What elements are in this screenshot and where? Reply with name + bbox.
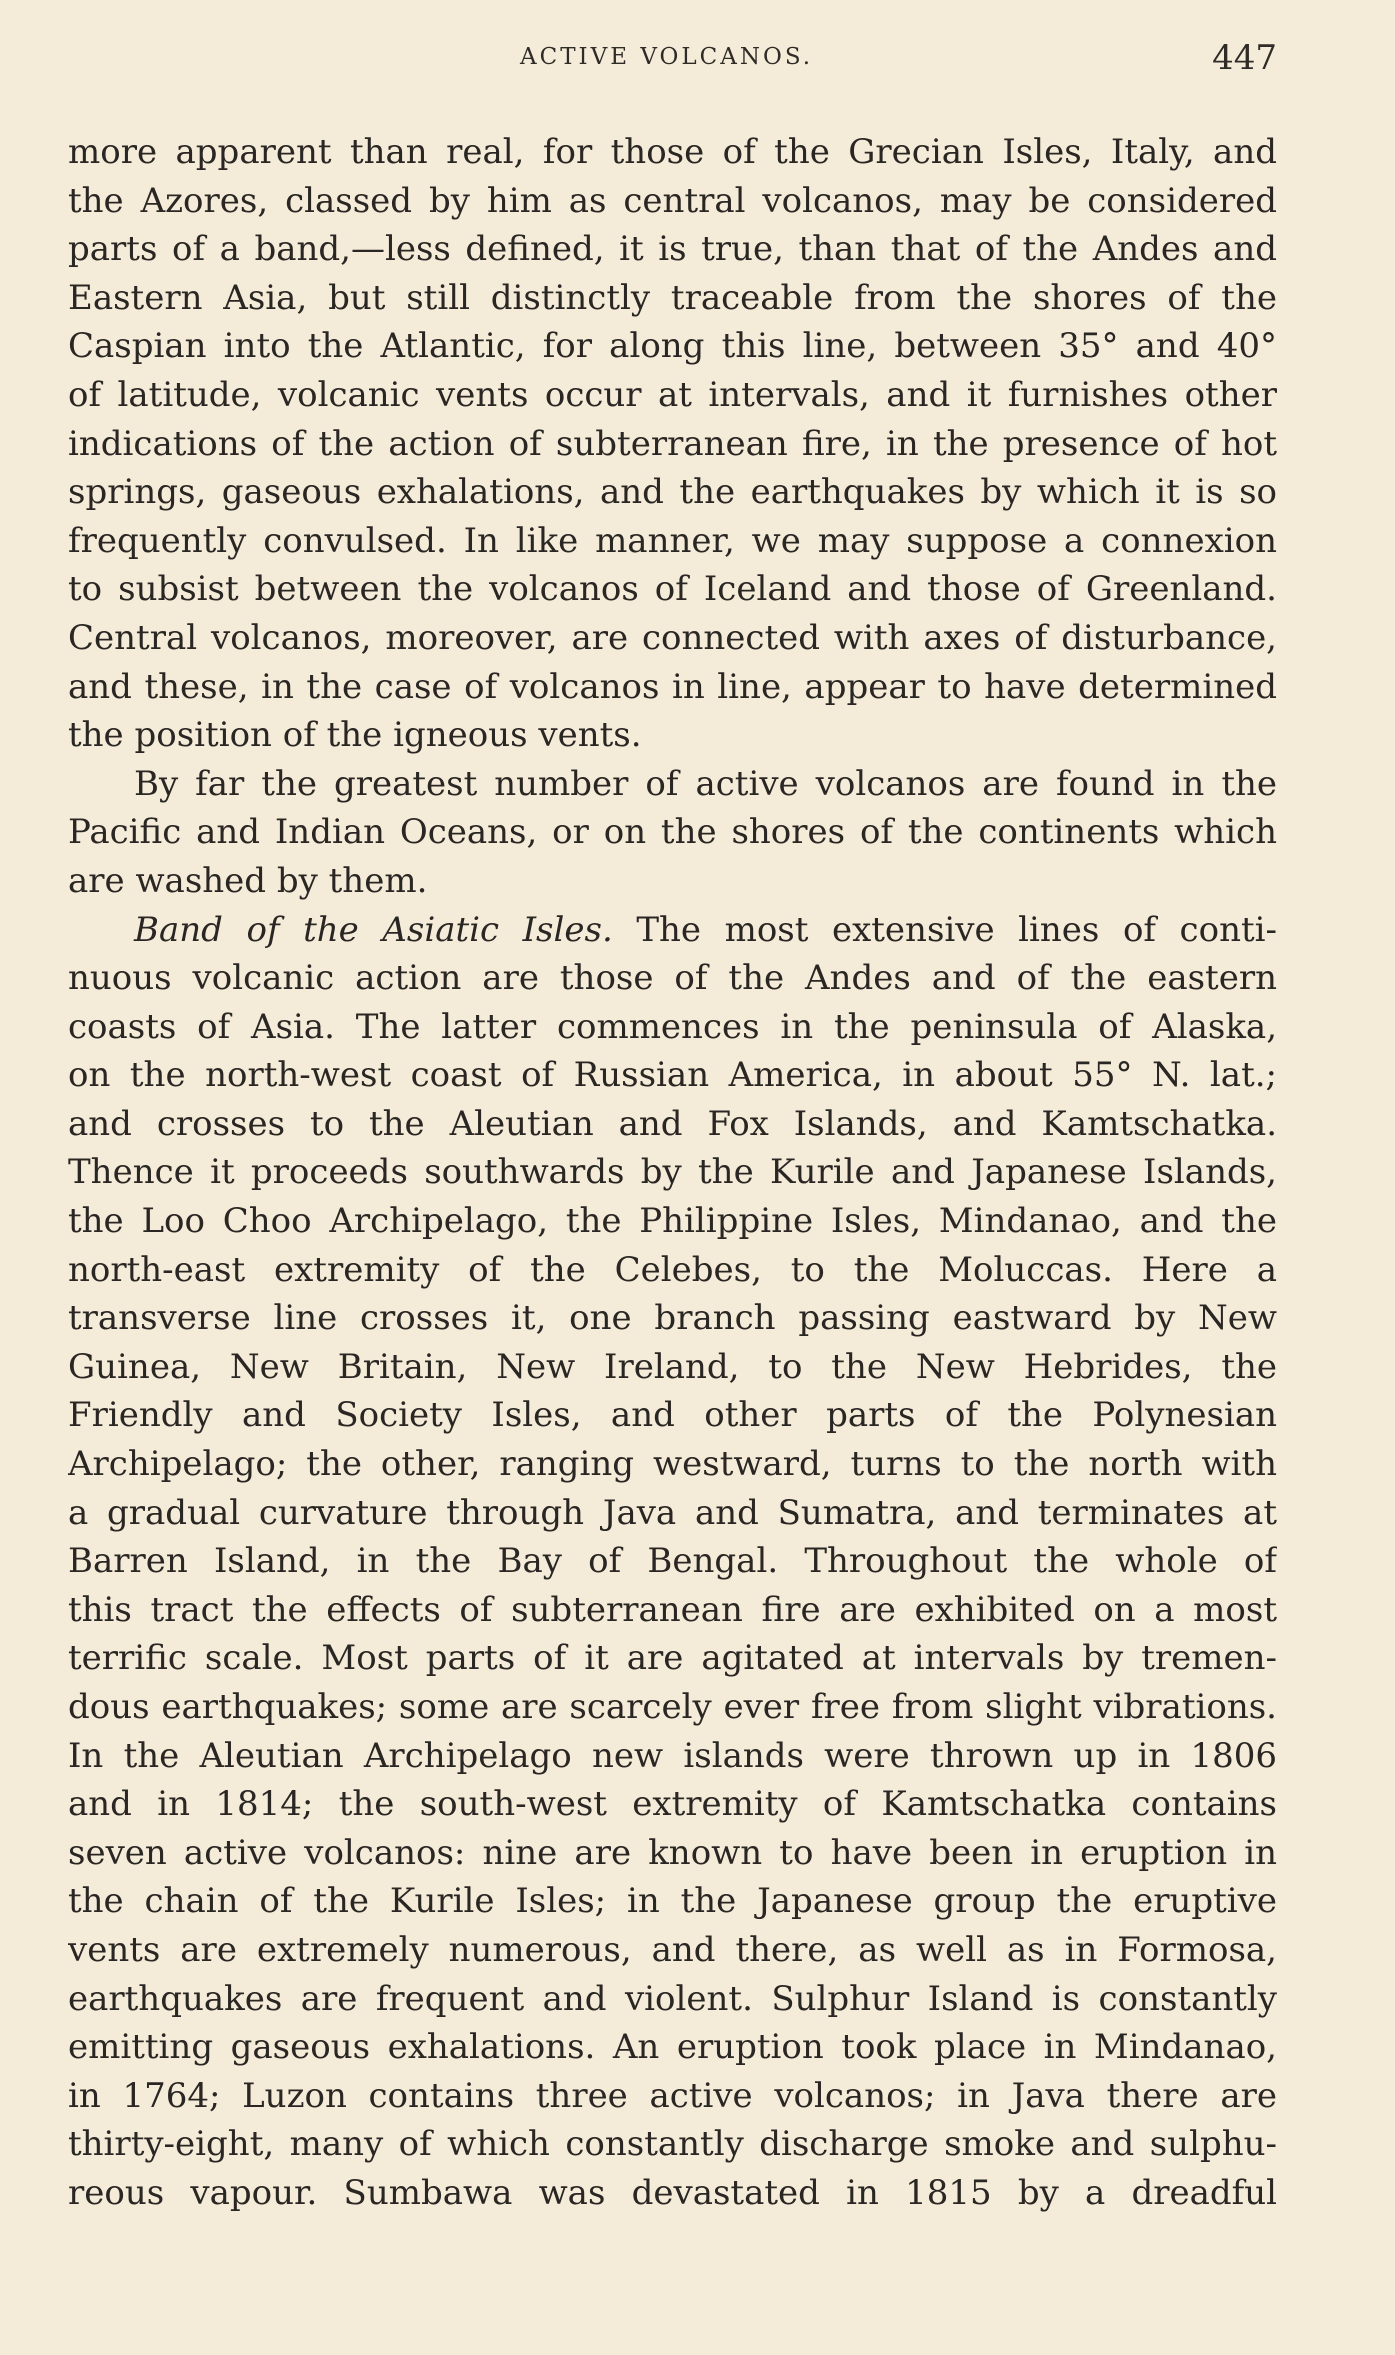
running-head: ACTIVE VOLCANOS.	[520, 44, 814, 70]
text-line: to subsist between the volcanos of Iceland and those of Greenland.	[68, 569, 1277, 610]
text-line: parts of a band,—less defined, it is true, than that of the Andes and	[68, 229, 1277, 270]
text-line: frequently convulsed. In like manner, we may suppose a connexion	[68, 520, 1277, 561]
text-line: terrific scale. Most parts of it are agitated at intervals by tremen-	[68, 1638, 1277, 1679]
section-heading-line	[68, 906, 1277, 955]
text-line: Caspian into the Atlantic, for along this line, between 35° and 40°	[68, 326, 1277, 367]
text-line: the Azores, classed by him as central volcanos, may be considered	[68, 180, 1277, 221]
text-line: more apparent than real, for those of the Grecian Isles, Italy, and	[68, 132, 1277, 172]
text-line: Guinea, New Britain, New Ireland, to the New Hebrides, the	[68, 1346, 1277, 1387]
text-line: Eastern Asia, but still distinctly traceable from the shores of the	[68, 277, 1277, 318]
text-line: and in 1814; the south-west extremity of Kamtschatka contains	[68, 1784, 1277, 1825]
text-line: the position of the igneous vents.	[68, 715, 642, 756]
text-line: By far the greatest number of active volcanos are found in the	[134, 763, 1277, 804]
text-line: north-east extremity of the Celebes, to the Moluccas. Here a	[68, 1249, 1277, 1290]
text-line-remainder: The most extensive lines of conti-	[636, 909, 1277, 950]
section-heading: Band of the Asiatic Isles.	[134, 909, 613, 950]
text-line: coasts of Asia. The latter commences in the peninsula of Alaska,	[68, 1006, 1277, 1047]
text-line: Thence it proceeds southwards by the Kurile and Japanese Islands,	[68, 1152, 1277, 1193]
text-line: the chain of the Kurile Isles; in the Japanese group the eruptive	[68, 1881, 1277, 1922]
text-line: on the north-west coast of Russian America, in about 55° N. lat.;	[68, 1055, 1277, 1096]
text-line: seven active volcanos: nine are known to have been in eruption in	[68, 1832, 1277, 1873]
text-line: indications of the action of subterranean fire, in the presence of hot	[68, 423, 1277, 464]
text-line: this tract the effects of subterranean fire are exhibited on a most	[68, 1589, 1277, 1630]
text-line: Archipelago; the other, ranging westward, turns to the north with	[68, 1444, 1277, 1485]
text-line: of latitude, volcanic vents occur at intervals, and it furnishes other	[68, 374, 1277, 415]
text-line: a gradual curvature through Java and Sumatra, and terminates at	[68, 1492, 1277, 1533]
text-line: emitting gaseous exhalations. An eruption took place in Mindanao,	[68, 2027, 1277, 2068]
text-line: vents are extremely numerous, and there, as well as in Formosa,	[68, 1929, 1277, 1970]
text-line: transverse line crosses it, one branch passing eastward by New	[68, 1298, 1277, 1339]
text-line: in 1764; Luzon contains three active volcanos; in Java there are	[68, 2075, 1277, 2116]
text-line: and these, in the case of volcanos in line, appear to have determined	[68, 666, 1277, 707]
text-line: are washed by them.	[68, 860, 428, 901]
text-line: Friendly and Society Isles, and other parts of the Polynesian	[68, 1395, 1277, 1436]
text-line: reous vapour. Sumbawa was devastated in 1815 by a dreadful	[68, 2172, 1277, 2213]
page-number: 447	[1212, 38, 1277, 78]
text-line: Central volcanos, moreover, are connected with axes of disturbance,	[68, 617, 1277, 658]
text-line: springs, gaseous exhalations, and the earthquakes by which it is so	[68, 472, 1277, 513]
body-text	[68, 128, 1277, 2218]
text-line: In the Aleutian Archipelago new islands were thrown up in 1806	[68, 1735, 1277, 1776]
text-line: Pacific and Indian Oceans, or on the shores of the continents which	[68, 812, 1277, 853]
text-line: Barren Island, in the Bay of Bengal. Throughout the whole of	[68, 1541, 1277, 1582]
text-line: dous earthquakes; some are scarcely ever free from slight vibrations.	[68, 1687, 1277, 1727]
text-line: nuous volcanic action are those of the Andes and of the eastern	[68, 958, 1277, 999]
text-line: thirty-eight, many of which constantly discharge smoke and sulphu-	[68, 2124, 1277, 2165]
text-line: and crosses to the Aleutian and Fox Islands, and Kamtschatka.	[68, 1103, 1277, 1144]
text-line: earthquakes are frequent and violent. Sulphur Island is constantly	[68, 1978, 1277, 2019]
text-line: the Loo Choo Archipelago, the Philippine Isles, Mindanao, and the	[68, 1201, 1277, 1242]
